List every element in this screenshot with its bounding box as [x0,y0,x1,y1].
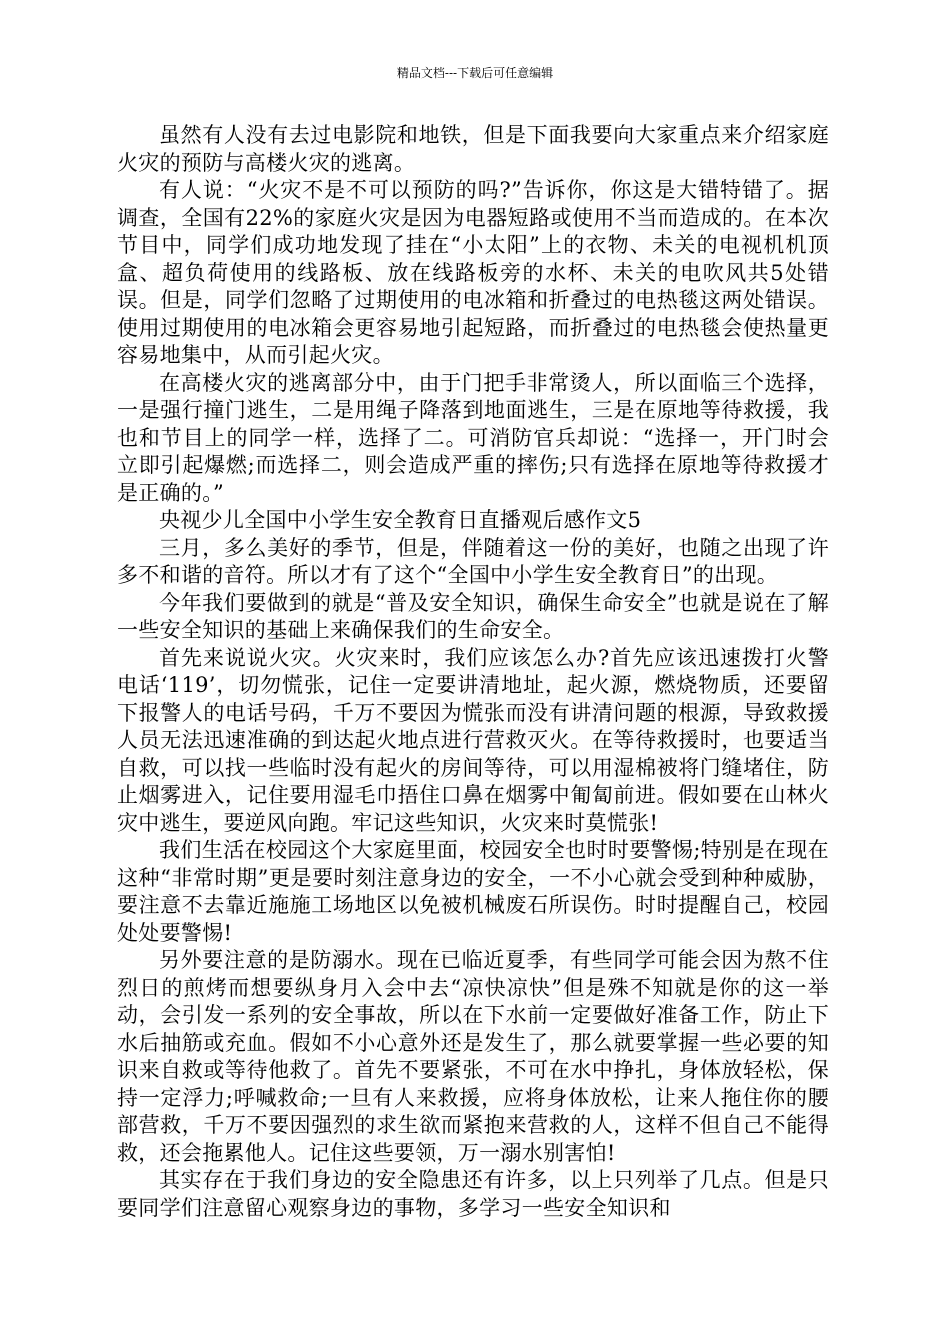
paragraph-theme: 今年我们要做到的就是“普及安全知识，确保生命安全”也就是说在了解一些安全知识的基础上来确保我们的生命安全。 [117,590,829,642]
paragraph-march: 三月，多么美好的季节，但是，伴随着这一份的美好，也随之出现了许多不和谐的音符。所以才有了这个“全国中小学生安全教育日”的出现。 [117,535,829,587]
section-title: 央视少儿全国中小学生安全教育日直播观后感作文5 [159,508,642,532]
paragraph-campus: 我们生活在校园这个大家庭里面，校园安全也时时要警惕;特别是在现在这种“非常时期”更是要时刻注意身边的安全，一不小心就会受到种种威胁，要注意不去靠近施施工场地区以免被机械废石所误伤。时时提醒自己，校园处处要警惕! [117,838,829,945]
paragraph-conclusion: 其实存在于我们身边的安全隐患还有许多，以上只列举了几点。但是只要同学们注意留心观察身边的事物，多学习一些安全知识和 [117,1168,829,1220]
paragraph-intro: 虽然有人没有去过电影院和地铁，但是下面我要向大家重点来介绍家庭火灾的预防与高楼火灾的逃离。 [117,123,829,175]
paragraph-high-rise-escape: 在高楼火灾的逃离部分中，由于门把手非常烫人，所以面临三个选择，一是强行撞门逃生，二是用绳子降落到地面逃生，三是在原地等待救援，我也和节目上的同学一样，选择了二。可消防官兵却说：“选择一，开门时会立即引起爆燃;而选择二，则会造成严重的摔伤;只有选择在原地等待救援才是正确的。” [117,370,829,505]
paragraph-drowning: 另外要注意的是防溺水。现在已临近夏季，有些同学可能会因为熬不住烈日的煎烤而想要纵身月入会中去“凉快凉快”但是殊不知就是你的这一举动，会引发一系列的安全事故，所以在下水前一定要做好准备工作，防止下水后抽筋或充血。假如不小心意外还是发生了，那么就要掌握一些必要的知识来自救或等待他救了。首先不要紧张，不可在水中挣扎，身体放轻松，保持一定浮力;呼喊救命;一旦有人来救援，应将身体放松，让来人拖住你的腰部营救，千万不要因强烈的求生欲而紧抱来营救的人，这样不但自己不能得救，还会拖累他人。记住这些要领，万一溺水别害怕! [117,948,829,1165]
document-body [117,122,829,1222]
paragraph-fire-prevention: 有人说：“火灾不是不可以预防的吗?”告诉你，你这是大错特错了。据调查，全国有22%的家庭火灾是因为电器短路或使用不当而造成的。在本次节目中，同学们成功地发现了挂在“小太阳”上的衣物、未关的电视机机顶盒、超负荷使用的线路板、放在线路板旁的水杯、未关的电吹风共5处错误。但是，同学们忽略了过期使用的电冰箱和折叠过的电热毯这两处错误。使用过期使用的电冰箱会更容易地引起短路，而折叠过的电热毯会使热量更容易地集中，从而引起火灾。 [117,178,829,367]
page-header: 精品文档---下载后可任意编辑 [396,66,554,80]
paragraph-fire: 首先来说说火灾。火灾来时，我们应该怎么办?首先应该迅速拨打火警电话‘119’，切勿慌张，记住一定要讲清地址，起火源，燃烧物质，还要留下报警人的电话号码，千万不要因为慌张而没有讲清问题的根源，导致救援人员无法迅速准确的到达起火地点进行营救灭火。在等待救援时，也要适当自救，可以找一些临时没有起火的房间等待，可以用湿棉被将门缝堵住，防止烟雾进入，记住要用湿毛巾捂住口鼻在烟雾中匍匐前进。假如要在山林火灾中逃生，要逆风向跑。牢记这些知识，火灾来时莫慌张! [117,645,829,835]
